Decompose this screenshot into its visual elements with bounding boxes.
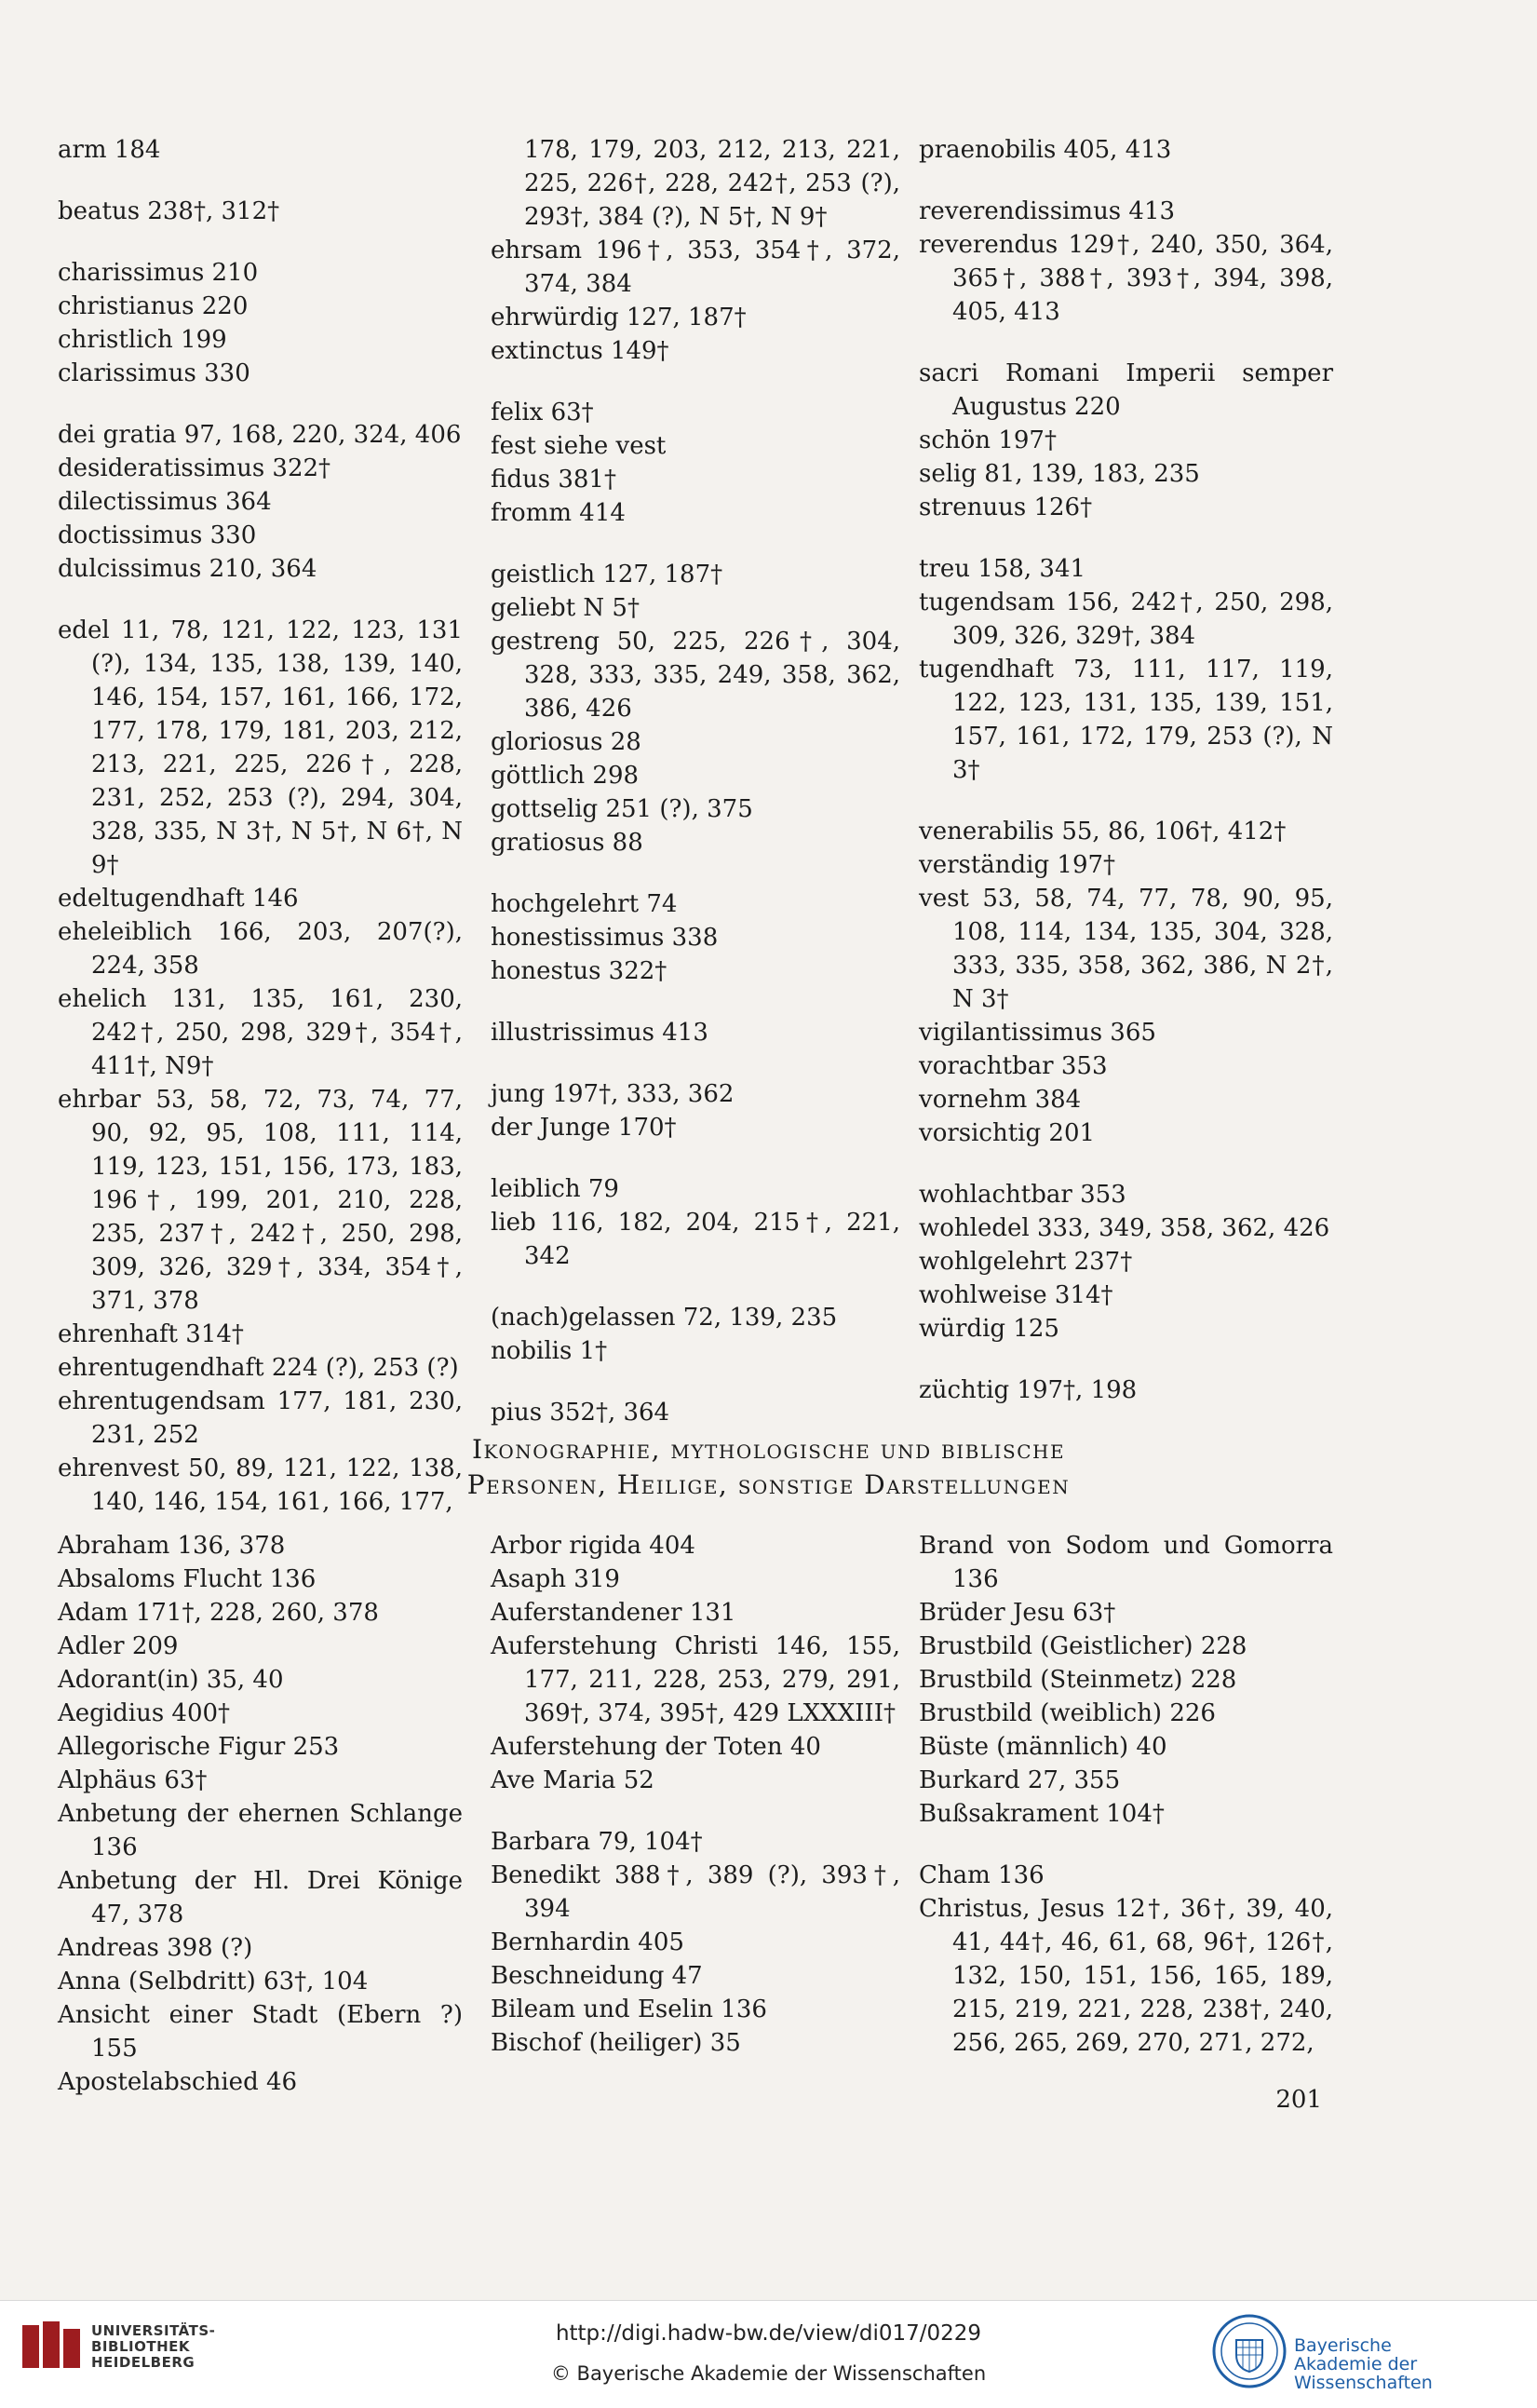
copyright-text: © Bayerische Akademie der Wissenschaften [550,2362,987,2385]
index-entry: fest siehe vest [491,432,667,460]
index-entry: ehrsam 196†, 353, 354†, 372, 374, 384 [491,237,900,298]
entry-gap [491,1273,900,1301]
index-entry: Auferstehung Christi 146, 155, 177, 211, 228, 253, 279, 291, 369†, 374, 395†, 429 LXXXIII† [491,1632,900,1727]
entry-gap [919,329,1333,357]
index-entry: Bischof (heiliger) 35 [491,2029,741,2057]
index-entry: extinctus 149† [491,337,669,365]
index-entry: Ave Maria 52 [491,1766,654,1794]
index-entry: Brand von Sodom und Gomorra 136 [919,1532,1333,1593]
index-entry: wohlgelehrt 237† [919,1248,1133,1276]
index-column-2 [491,133,900,1429]
entry-gap [491,368,900,396]
index-entry: Adorant(in) 35, 40 [58,1666,284,1694]
index-entry: Allegorische Figur 253 [58,1733,340,1761]
entry-gap [491,1797,900,1825]
index-entry: (nach)gelassen 72, 139, 235 [491,1304,838,1332]
index-entry: ehrenhaft 314† [58,1320,244,1348]
index-entry: dulcissimus 210, 364 [58,555,317,583]
index-entry: Bileam und Eselin 136 [491,1995,767,2023]
index-entry: vornehm 384 [919,1086,1082,1114]
index-entry: reverendissimus 413 [919,197,1176,225]
index-entry: würdig 125 [919,1315,1059,1343]
index-entry: Abraham 136, 378 [58,1532,286,1560]
index-entry: gestreng 50, 225, 226†, 304, 328, 333, 335, 249, 358, 362, 386, 426 [491,628,900,723]
academy-seal-icon [1210,2312,1288,2390]
academy-name-line: Akademie der Wissenschaften [1294,2354,1433,2393]
index-entry: tugendhaft 73, 111, 117, 119, 122, 123, 131, 135, 139, 151, 157, 161, 172, 179, 253 (?), N 3† [919,656,1333,784]
index-entry: Ansicht einer Stadt (Ebern ?) 155 [58,2001,463,2063]
index-entry: Alphäus 63† [58,1766,208,1794]
entry-gap [491,859,900,887]
index-entry: nobilis 1† [491,1337,608,1365]
index-entry: gloriosus 28 [491,728,641,756]
index-entry: vest 53, 58, 74, 77, 78, 90, 95, 108, 114, 134, 135, 304, 328, 333, 335, 358, 362, 386, N 2†, N 3† [919,885,1333,1013]
index-entry: Apostelabschied 46 [58,2068,298,2096]
university-name-line: BIBLIOTHEK [91,2338,190,2355]
index-entry: gottselig 251 (?), 375 [491,795,753,823]
index-entry: Bernhardin 405 [491,1928,684,1956]
entry-gap [491,1144,900,1172]
index-entry: Adam 171†, 228, 260, 378 [58,1599,379,1627]
index-entry: Brustbild (Steinmetz) 228 [919,1666,1237,1694]
index-entry: venerabilis 55, 86, 106†, 412† [919,818,1287,846]
index-entry: leiblich 79 [491,1175,619,1203]
index-entry: strenuus 126† [919,494,1093,521]
academy-name-line: Bayerische [1294,2335,1392,2356]
index-entry: züchtig 197†, 198 [919,1376,1138,1404]
index-entry: Andreas 398 (?) [58,1934,253,1962]
index-entry: Bußsakrament 104† [919,1800,1165,1828]
entry-gap [919,1346,1333,1373]
index-entry: schön 197† [919,426,1057,454]
index-entry: verständig 197† [919,851,1116,879]
index-entry: honestus 322† [491,957,667,985]
index-entry: Benedikt 388†, 389 (?), 393†, 394 [491,1861,900,1923]
index-entry: edel 11, 78, 121, 122, 123, 131 (?), 134, 135, 138, 139, 140, 146, 154, 157, 161, 166, 172, 177, 178, 179, 181, 203, 212, 213, 221, 225, 226†, 228, 231, 252, 253 (?), 294, 304, 328, 335, N 3†, N 5†, N 6†, N 9† [58,616,463,879]
index-entry: göttlich 298 [491,762,640,790]
university-name-line: HEIDELBERG [91,2354,195,2371]
index-entry: christianus 220 [58,292,249,320]
index-entry: ehrentugendsam 177, 181, 230, 231, 252 [58,1387,463,1449]
index-entry: edeltugendhaft 146 [58,885,299,913]
index-entry: vigilantissimus 365 [919,1019,1156,1047]
index-entry: clarissimus 330 [58,359,250,387]
index-entry: sacri Romani Imperii semper Augustus 220 [919,359,1333,421]
index-entry: Brüder Jesu 63† [919,1599,1116,1627]
index-entry: charissimus 210 [58,259,259,287]
index-entry: ehrentugendhaft 224 (?), 253 (?) [58,1354,459,1382]
entry-gap [919,1150,1333,1178]
index-entry: lieb 116, 182, 204, 215†, 221, 342 [491,1209,900,1270]
section-heading [0,1432,1537,1503]
index-entry: ehrwürdig 127, 187† [491,304,747,331]
index-entry: praenobilis 405, 413 [919,136,1172,164]
index-entry: gratiosus 88 [491,829,643,857]
section-heading-line-2: Personen, Heilige, sonstige Darstellungen [466,1469,1071,1500]
index-entry: hochgelehrt 74 [491,890,678,918]
index-entry: dei gratia 97, 168, 220, 324, 406 [58,421,462,449]
iconography-column-3 [919,1529,1333,2060]
index-entry: Brustbild (weiblich) 226 [919,1699,1216,1727]
entry-gap [58,167,463,195]
index-entry: wohlachtbar 353 [919,1181,1126,1209]
entry-gap [58,586,463,614]
entry-gap [919,524,1333,552]
entry-gap [491,988,900,1016]
viewer-footer [0,2300,1537,2408]
index-entry: felix 63† [491,399,594,426]
index-entry: Adler 209 [58,1632,179,1660]
index-entry: Burkard 27, 355 [919,1766,1121,1794]
index-entry: Cham 136 [919,1861,1045,1889]
iconography-column-1 [58,1529,463,2099]
index-entry: Absaloms Flucht 136 [58,1565,317,1593]
iconography-column-2 [491,1529,900,2060]
index-entry: Auferstandener 131 [491,1599,736,1627]
entry-gap [919,1831,1333,1859]
index-entry: doctissimus 330 [58,521,257,549]
index-entry: reverendus 129†, 240, 350, 364, 365†, 388†, 393†, 394, 398, 405, 413 [919,231,1333,326]
index-entry: illustrissimus 413 [491,1019,708,1047]
index-entry: beatus 238†, 312† [58,197,280,225]
section-heading-line-1: Ikonographie, mythologische und biblische [471,1434,1066,1465]
index-entry: Anna (Selbdritt) 63†, 104 [58,1968,369,1995]
index-entry: Barbara 79, 104† [491,1828,703,1856]
index-entry: jung 197†, 333, 362 [491,1080,735,1108]
index-entry: der Junge 170† [491,1114,677,1142]
university-name-line: UNIVERSITÄTS- [91,2322,216,2339]
page-number: 201 [1275,2086,1322,2114]
index-entry: honestissimus 338 [491,924,719,952]
academy-name [1294,2336,1537,2392]
index-entry: Auferstehung der Toten 40 [491,1733,821,1761]
index-entry: Brustbild (Geistlicher) 228 [919,1632,1247,1660]
index-entry: Anbetung der ehernen Schlange 136 [58,1800,463,1861]
index-entry: ehrenvest 50, 89, 121, 122, 138, 140, 146, 154, 161, 166, 177, [58,1454,463,1516]
index-entry: wohledel 333, 349, 358, 362, 426 [919,1214,1330,1242]
index-entry: Beschneidung 47 [491,1962,703,1990]
index-entry: tugendsam 156, 242†, 250, 298, 309, 326, 329†, 384 [919,588,1333,650]
entry-gap [58,228,463,256]
entry-gap [491,530,900,558]
index-entry: fidus 381† [491,466,616,494]
index-entry: Arbor rigida 404 [491,1532,695,1560]
index-entry: Aegidius 400† [58,1699,231,1727]
index-entry: vorachtbar 353 [919,1052,1108,1080]
index-column-1 [58,133,463,1519]
entry-gap [919,787,1333,815]
index-entry: Christus, Jesus 12†, 36†, 39, 40, 41, 44†, 46, 61, 68, 96†, 126†, 132, 150, 151, 156, 165, 189, 215, 219, 221, 228, 238†, 240, 256, 265, 269, 270, 271, 272, [919,1895,1333,2057]
index-entry: pius 352†, 364 [491,1399,670,1427]
entry-gap [919,167,1333,195]
index-entry: Asaph 319 [491,1565,620,1593]
index-entry: dilectissimus 364 [58,488,272,516]
index-entry: wohlweise 314† [919,1281,1113,1309]
entry-gap [491,1368,900,1396]
index-entry: fromm 414 [491,499,626,527]
entry-gap [58,390,463,418]
index-entry: arm 184 [58,136,161,164]
index-entry: 178, 179, 203, 212, 213, 221, 225, 226†, 228, 242†, 253 (?), 293†, 384 (?), N 5†, N 9† [524,136,900,231]
index-entry: vorsichtig 201 [919,1119,1096,1147]
index-entry: ehrbar 53, 58, 72, 73, 74, 77, 90, 92, 95, 108, 111, 114, 119, 123, 151, 156, 173, 183, 196†, 199, 201, 210, 228, 235, 237†, 242†, 250, 298, 309, 326, 329†, 334, 354†, 371, 378 [58,1086,463,1315]
index-entry: christlich 199 [58,326,227,354]
index-entry: treu 158, 341 [919,555,1086,583]
index-entry: Büste (männlich) 40 [919,1733,1167,1761]
index-entry: Anbetung der Hl. Drei Könige 47, 378 [58,1867,463,1928]
index-entry: selig 81, 139, 183, 235 [919,460,1200,488]
permalink-url[interactable]: http://digi.hadw-bw.de/view/di017/0229 [555,2321,982,2346]
index-entry: eheleiblich 166, 203, 207(?), 224, 358 [58,918,463,980]
index-entry: desideratissimus 322† [58,454,331,482]
index-entry: geistlich 127, 187† [491,561,723,588]
index-column-3 [919,133,1333,1407]
entry-gap [491,1049,900,1077]
index-entry: ehelich 131, 135, 161, 230, 242†, 250, 298, 329†, 354†, 411†, N9† [58,985,463,1080]
index-entry: geliebt N 5† [491,594,640,622]
